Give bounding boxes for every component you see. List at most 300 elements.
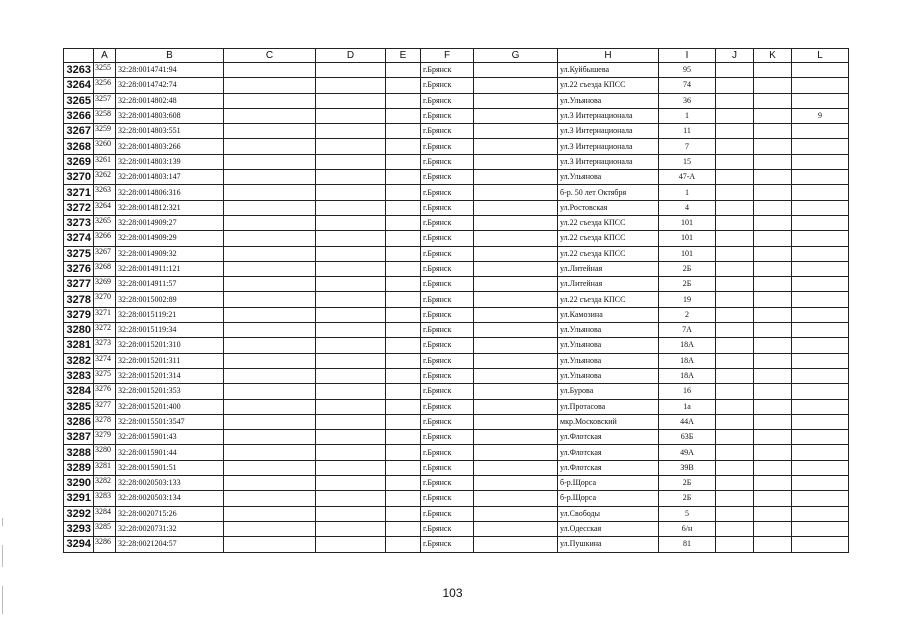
row-number[interactable]: 3269: [64, 154, 94, 169]
cell-d[interactable]: [316, 78, 386, 93]
cell-a[interactable]: 3264: [94, 200, 116, 215]
cell-i[interactable]: 101: [659, 246, 716, 261]
cell-c[interactable]: [224, 353, 316, 368]
cell-f[interactable]: г.Брянск: [421, 414, 474, 429]
cell-k[interactable]: [754, 476, 792, 491]
cell-c[interactable]: [224, 170, 316, 185]
cell-l[interactable]: [792, 170, 849, 185]
cell-g[interactable]: [474, 506, 558, 521]
cell-i[interactable]: 101: [659, 231, 716, 246]
cell-l[interactable]: [792, 246, 849, 261]
cell-a[interactable]: 3269: [94, 277, 116, 292]
cell-b[interactable]: 32:28:0014911:121: [116, 261, 224, 276]
cell-e[interactable]: [386, 307, 421, 322]
cell-b[interactable]: 32:28:0014803:147: [116, 170, 224, 185]
cell-c[interactable]: [224, 399, 316, 414]
row-number[interactable]: 3294: [64, 537, 94, 552]
cell-l[interactable]: [792, 476, 849, 491]
row-number[interactable]: 3282: [64, 353, 94, 368]
cell-b[interactable]: 32:28:0015201:310: [116, 338, 224, 353]
cell-g[interactable]: [474, 414, 558, 429]
cell-g[interactable]: [474, 215, 558, 230]
cell-b[interactable]: 32:28:0014741:94: [116, 63, 224, 78]
cell-i[interactable]: 2: [659, 307, 716, 322]
cell-i[interactable]: 36: [659, 93, 716, 108]
cell-k[interactable]: [754, 338, 792, 353]
cell-k[interactable]: [754, 491, 792, 506]
cell-j[interactable]: [716, 93, 754, 108]
cell-a[interactable]: 3278: [94, 414, 116, 429]
cell-a[interactable]: 3265: [94, 215, 116, 230]
cell-l[interactable]: [792, 399, 849, 414]
cell-h[interactable]: ул.Флотская: [558, 430, 659, 445]
cell-l[interactable]: [792, 491, 849, 506]
cell-h[interactable]: ул.Флотская: [558, 445, 659, 460]
cell-j[interactable]: [716, 307, 754, 322]
cell-h[interactable]: ул.22 съезда КПСС: [558, 78, 659, 93]
cell-a[interactable]: 3258: [94, 108, 116, 123]
cell-a[interactable]: 3263: [94, 185, 116, 200]
cell-g[interactable]: [474, 292, 558, 307]
cell-e[interactable]: [386, 108, 421, 123]
cell-k[interactable]: [754, 78, 792, 93]
cell-i[interactable]: 18А: [659, 353, 716, 368]
cell-c[interactable]: [224, 491, 316, 506]
cell-e[interactable]: [386, 384, 421, 399]
row-number[interactable]: 3279: [64, 307, 94, 322]
cell-a[interactable]: 3262: [94, 170, 116, 185]
cell-g[interactable]: [474, 445, 558, 460]
cell-i[interactable]: 63Б: [659, 430, 716, 445]
cell-j[interactable]: [716, 430, 754, 445]
cell-e[interactable]: [386, 139, 421, 154]
cell-g[interactable]: [474, 430, 558, 445]
cell-c[interactable]: [224, 63, 316, 78]
cell-g[interactable]: [474, 338, 558, 353]
row-number[interactable]: 3280: [64, 323, 94, 338]
cell-k[interactable]: [754, 521, 792, 536]
cell-a[interactable]: 3274: [94, 353, 116, 368]
cell-c[interactable]: [224, 368, 316, 383]
cell-g[interactable]: [474, 63, 558, 78]
cell-k[interactable]: [754, 460, 792, 475]
cell-a[interactable]: 3267: [94, 246, 116, 261]
cell-f[interactable]: г.Брянск: [421, 108, 474, 123]
cell-g[interactable]: [474, 170, 558, 185]
cell-k[interactable]: [754, 185, 792, 200]
cell-c[interactable]: [224, 124, 316, 139]
cell-f[interactable]: г.Брянск: [421, 460, 474, 475]
cell-h[interactable]: ул.Протасова: [558, 399, 659, 414]
cell-j[interactable]: [716, 124, 754, 139]
cell-c[interactable]: [224, 139, 316, 154]
cell-j[interactable]: [716, 215, 754, 230]
cell-b[interactable]: 32:28:0020503:133: [116, 476, 224, 491]
cell-i[interactable]: 7: [659, 139, 716, 154]
cell-i[interactable]: 2Б: [659, 261, 716, 276]
cell-b[interactable]: 32:28:0014806:316: [116, 185, 224, 200]
cell-d[interactable]: [316, 261, 386, 276]
cell-f[interactable]: г.Брянск: [421, 384, 474, 399]
cell-f[interactable]: г.Брянск: [421, 430, 474, 445]
cell-j[interactable]: [716, 261, 754, 276]
cell-c[interactable]: [224, 537, 316, 552]
cell-e[interactable]: [386, 124, 421, 139]
cell-g[interactable]: [474, 368, 558, 383]
cell-h[interactable]: ул.22 съезда КПСС: [558, 292, 659, 307]
cell-l[interactable]: [792, 338, 849, 353]
cell-k[interactable]: [754, 307, 792, 322]
cell-l[interactable]: [792, 261, 849, 276]
cell-g[interactable]: [474, 108, 558, 123]
cell-b[interactable]: 32:28:0015119:34: [116, 323, 224, 338]
cell-d[interactable]: [316, 170, 386, 185]
cell-a[interactable]: 3283: [94, 491, 116, 506]
cell-d[interactable]: [316, 246, 386, 261]
cell-k[interactable]: [754, 506, 792, 521]
cell-k[interactable]: [754, 537, 792, 552]
cell-b[interactable]: 32:28:0014909:29: [116, 231, 224, 246]
cell-i[interactable]: 2Б: [659, 277, 716, 292]
cell-e[interactable]: [386, 170, 421, 185]
cell-h[interactable]: ул.3 Интернационала: [558, 154, 659, 169]
cell-k[interactable]: [754, 414, 792, 429]
cell-j[interactable]: [716, 78, 754, 93]
cell-a[interactable]: 3284: [94, 506, 116, 521]
cell-l[interactable]: [792, 292, 849, 307]
cell-l[interactable]: [792, 63, 849, 78]
cell-j[interactable]: [716, 353, 754, 368]
cell-f[interactable]: г.Брянск: [421, 292, 474, 307]
cell-j[interactable]: [716, 399, 754, 414]
cell-d[interactable]: [316, 368, 386, 383]
cell-k[interactable]: [754, 215, 792, 230]
cell-e[interactable]: [386, 445, 421, 460]
cell-b[interactable]: 32:28:0014909:27: [116, 215, 224, 230]
cell-g[interactable]: [474, 384, 558, 399]
cell-j[interactable]: [716, 491, 754, 506]
cell-a[interactable]: 3286: [94, 537, 116, 552]
cell-c[interactable]: [224, 277, 316, 292]
cell-j[interactable]: [716, 506, 754, 521]
cell-e[interactable]: [386, 476, 421, 491]
row-number[interactable]: 3264: [64, 78, 94, 93]
cell-c[interactable]: [224, 476, 316, 491]
cell-h[interactable]: ул.Свободы: [558, 506, 659, 521]
cell-j[interactable]: [716, 338, 754, 353]
cell-i[interactable]: 19: [659, 292, 716, 307]
cell-f[interactable]: г.Брянск: [421, 277, 474, 292]
cell-h[interactable]: ул.Пушкина: [558, 537, 659, 552]
cell-h[interactable]: ул.Литейная: [558, 277, 659, 292]
cell-g[interactable]: [474, 154, 558, 169]
cell-j[interactable]: [716, 414, 754, 429]
cell-a[interactable]: 3285: [94, 521, 116, 536]
cell-k[interactable]: [754, 368, 792, 383]
cell-f[interactable]: г.Брянск: [421, 491, 474, 506]
cell-d[interactable]: [316, 63, 386, 78]
cell-d[interactable]: [316, 139, 386, 154]
cell-k[interactable]: [754, 231, 792, 246]
cell-d[interactable]: [316, 154, 386, 169]
cell-a[interactable]: 3268: [94, 261, 116, 276]
cell-f[interactable]: г.Брянск: [421, 323, 474, 338]
row-number[interactable]: 3272: [64, 200, 94, 215]
cell-e[interactable]: [386, 338, 421, 353]
cell-h[interactable]: ул.3 Интернационала: [558, 139, 659, 154]
cell-d[interactable]: [316, 430, 386, 445]
cell-f[interactable]: г.Брянск: [421, 537, 474, 552]
cell-b[interactable]: 32:28:0015201:314: [116, 368, 224, 383]
cell-f[interactable]: г.Брянск: [421, 338, 474, 353]
cell-d[interactable]: [316, 414, 386, 429]
cell-d[interactable]: [316, 399, 386, 414]
cell-a[interactable]: 3280: [94, 445, 116, 460]
cell-e[interactable]: [386, 215, 421, 230]
cell-e[interactable]: [386, 63, 421, 78]
cell-d[interactable]: [316, 491, 386, 506]
cell-b[interactable]: 32:28:0015901:44: [116, 445, 224, 460]
row-number[interactable]: 3286: [64, 414, 94, 429]
cell-e[interactable]: [386, 491, 421, 506]
cell-d[interactable]: [316, 215, 386, 230]
cell-e[interactable]: [386, 368, 421, 383]
cell-i[interactable]: 16: [659, 384, 716, 399]
cell-c[interactable]: [224, 93, 316, 108]
cell-h[interactable]: ул.Одесская: [558, 521, 659, 536]
cell-d[interactable]: [316, 353, 386, 368]
cell-c[interactable]: [224, 384, 316, 399]
cell-c[interactable]: [224, 445, 316, 460]
cell-l[interactable]: [792, 307, 849, 322]
cell-b[interactable]: 32:28:0020715:26: [116, 506, 224, 521]
cell-k[interactable]: [754, 277, 792, 292]
row-number[interactable]: 3263: [64, 63, 94, 78]
cell-e[interactable]: [386, 200, 421, 215]
cell-l[interactable]: [792, 460, 849, 475]
cell-c[interactable]: [224, 521, 316, 536]
cell-e[interactable]: [386, 430, 421, 445]
cell-h[interactable]: б-р.Щорса: [558, 476, 659, 491]
cell-c[interactable]: [224, 261, 316, 276]
cell-i[interactable]: 101: [659, 215, 716, 230]
cell-k[interactable]: [754, 323, 792, 338]
cell-l[interactable]: [792, 445, 849, 460]
cell-j[interactable]: [716, 231, 754, 246]
cell-b[interactable]: 32:28:0015002:89: [116, 292, 224, 307]
cell-i[interactable]: 49А: [659, 445, 716, 460]
cell-l[interactable]: [792, 506, 849, 521]
cell-j[interactable]: [716, 139, 754, 154]
cell-e[interactable]: [386, 292, 421, 307]
cell-l[interactable]: [792, 384, 849, 399]
row-number[interactable]: 3278: [64, 292, 94, 307]
cell-j[interactable]: [716, 200, 754, 215]
cell-b[interactable]: 32:28:0014803:266: [116, 139, 224, 154]
cell-f[interactable]: г.Брянск: [421, 246, 474, 261]
cell-f[interactable]: г.Брянск: [421, 231, 474, 246]
cell-l[interactable]: [792, 200, 849, 215]
cell-g[interactable]: [474, 246, 558, 261]
cell-f[interactable]: г.Брянск: [421, 445, 474, 460]
row-number[interactable]: 3275: [64, 246, 94, 261]
cell-c[interactable]: [224, 414, 316, 429]
cell-c[interactable]: [224, 430, 316, 445]
cell-j[interactable]: [716, 154, 754, 169]
cell-f[interactable]: г.Брянск: [421, 170, 474, 185]
cell-h[interactable]: ул.Литейная: [558, 261, 659, 276]
row-number[interactable]: 3281: [64, 338, 94, 353]
cell-e[interactable]: [386, 399, 421, 414]
cell-b[interactable]: 32:28:0015119:21: [116, 307, 224, 322]
cell-e[interactable]: [386, 460, 421, 475]
cell-f[interactable]: г.Брянск: [421, 124, 474, 139]
cell-i[interactable]: 11: [659, 124, 716, 139]
cell-i[interactable]: 6/н: [659, 521, 716, 536]
cell-k[interactable]: [754, 63, 792, 78]
cell-a[interactable]: 3259: [94, 124, 116, 139]
cell-a[interactable]: 3279: [94, 430, 116, 445]
cell-h[interactable]: ул.Ульянова: [558, 353, 659, 368]
cell-d[interactable]: [316, 338, 386, 353]
cell-h[interactable]: ул.22 съезда КПСС: [558, 231, 659, 246]
cell-g[interactable]: [474, 78, 558, 93]
cell-c[interactable]: [224, 215, 316, 230]
cell-b[interactable]: 32:28:0014911:57: [116, 277, 224, 292]
cell-i[interactable]: 74: [659, 78, 716, 93]
cell-j[interactable]: [716, 384, 754, 399]
row-number[interactable]: 3288: [64, 445, 94, 460]
cell-h[interactable]: ул.Ульянова: [558, 170, 659, 185]
cell-j[interactable]: [716, 460, 754, 475]
row-number[interactable]: 3289: [64, 460, 94, 475]
cell-l[interactable]: [792, 93, 849, 108]
cell-g[interactable]: [474, 521, 558, 536]
cell-f[interactable]: г.Брянск: [421, 200, 474, 215]
cell-a[interactable]: 3260: [94, 139, 116, 154]
cell-k[interactable]: [754, 124, 792, 139]
cell-f[interactable]: г.Брянск: [421, 261, 474, 276]
cell-d[interactable]: [316, 292, 386, 307]
cell-g[interactable]: [474, 491, 558, 506]
cell-l[interactable]: [792, 368, 849, 383]
cell-a[interactable]: 3255: [94, 63, 116, 78]
cell-d[interactable]: [316, 460, 386, 475]
cell-a[interactable]: 3282: [94, 476, 116, 491]
cell-f[interactable]: г.Брянск: [421, 399, 474, 414]
cell-b[interactable]: 32:28:0015201:400: [116, 399, 224, 414]
cell-c[interactable]: [224, 338, 316, 353]
cell-h[interactable]: ул.Ульянова: [558, 323, 659, 338]
row-number[interactable]: 3287: [64, 430, 94, 445]
cell-j[interactable]: [716, 185, 754, 200]
cell-a[interactable]: 3272: [94, 323, 116, 338]
cell-b[interactable]: 32:28:0014803:551: [116, 124, 224, 139]
cell-c[interactable]: [224, 78, 316, 93]
cell-d[interactable]: [316, 323, 386, 338]
cell-b[interactable]: 32:28:0015501:3547: [116, 414, 224, 429]
row-number[interactable]: 3267: [64, 124, 94, 139]
cell-k[interactable]: [754, 246, 792, 261]
cell-c[interactable]: [224, 200, 316, 215]
cell-i[interactable]: 4: [659, 200, 716, 215]
cell-b[interactable]: 32:28:0020503:134: [116, 491, 224, 506]
cell-k[interactable]: [754, 170, 792, 185]
cell-h[interactable]: ул.22 съезда КПСС: [558, 215, 659, 230]
cell-g[interactable]: [474, 307, 558, 322]
cell-b[interactable]: 32:28:0014812:321: [116, 200, 224, 215]
cell-h[interactable]: ул.Куйбышева: [558, 63, 659, 78]
cell-l[interactable]: [792, 353, 849, 368]
row-number[interactable]: 3268: [64, 139, 94, 154]
cell-g[interactable]: [474, 124, 558, 139]
row-number[interactable]: 3285: [64, 399, 94, 414]
row-number[interactable]: 3293: [64, 521, 94, 536]
cell-j[interactable]: [716, 246, 754, 261]
cell-k[interactable]: [754, 445, 792, 460]
cell-i[interactable]: 2Б: [659, 491, 716, 506]
cell-e[interactable]: [386, 414, 421, 429]
cell-d[interactable]: [316, 231, 386, 246]
cell-f[interactable]: г.Брянск: [421, 185, 474, 200]
cell-j[interactable]: [716, 277, 754, 292]
cell-g[interactable]: [474, 200, 558, 215]
cell-l[interactable]: [792, 521, 849, 536]
row-number[interactable]: 3291: [64, 491, 94, 506]
cell-h[interactable]: ул.22 съезда КПСС: [558, 246, 659, 261]
row-number[interactable]: 3273: [64, 215, 94, 230]
cell-h[interactable]: ул.Флотская: [558, 460, 659, 475]
cell-i[interactable]: 7А: [659, 323, 716, 338]
cell-e[interactable]: [386, 353, 421, 368]
cell-h[interactable]: ул.Камозина: [558, 307, 659, 322]
cell-a[interactable]: 3270: [94, 292, 116, 307]
cell-l[interactable]: [792, 139, 849, 154]
cell-i[interactable]: 18А: [659, 338, 716, 353]
cell-e[interactable]: [386, 246, 421, 261]
row-number[interactable]: 3276: [64, 261, 94, 276]
cell-g[interactable]: [474, 231, 558, 246]
cell-c[interactable]: [224, 185, 316, 200]
cell-j[interactable]: [716, 521, 754, 536]
cell-f[interactable]: г.Брянск: [421, 307, 474, 322]
cell-g[interactable]: [474, 353, 558, 368]
row-number[interactable]: 3283: [64, 368, 94, 383]
cell-c[interactable]: [224, 307, 316, 322]
cell-g[interactable]: [474, 537, 558, 552]
cell-k[interactable]: [754, 384, 792, 399]
cell-c[interactable]: [224, 246, 316, 261]
cell-i[interactable]: 81: [659, 537, 716, 552]
cell-e[interactable]: [386, 93, 421, 108]
cell-h[interactable]: ул.3 Интернационала: [558, 108, 659, 123]
cell-d[interactable]: [316, 307, 386, 322]
cell-l[interactable]: [792, 414, 849, 429]
cell-i[interactable]: 15: [659, 154, 716, 169]
cell-d[interactable]: [316, 537, 386, 552]
row-number[interactable]: 3265: [64, 93, 94, 108]
cell-f[interactable]: г.Брянск: [421, 154, 474, 169]
cell-g[interactable]: [474, 399, 558, 414]
cell-l[interactable]: [792, 154, 849, 169]
cell-l[interactable]: [792, 215, 849, 230]
row-number[interactable]: 3274: [64, 231, 94, 246]
cell-l[interactable]: [792, 277, 849, 292]
cell-f[interactable]: г.Брянск: [421, 63, 474, 78]
cell-h[interactable]: ул.Ростовская: [558, 200, 659, 215]
cell-a[interactable]: 3256: [94, 78, 116, 93]
cell-h[interactable]: б-р.Щорса: [558, 491, 659, 506]
